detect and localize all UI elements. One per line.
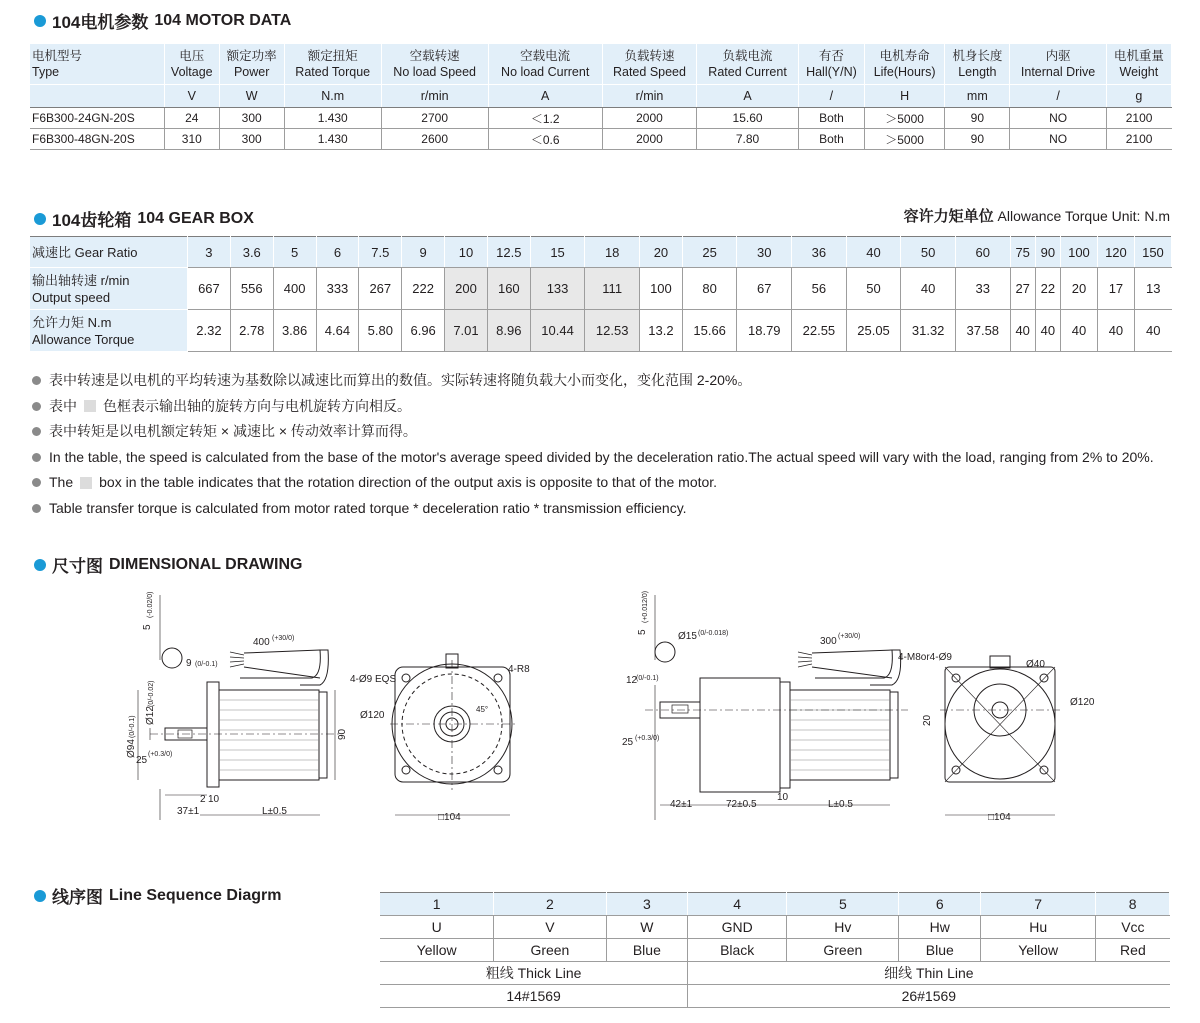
dim-right-25-tol: (+0.3/0) bbox=[635, 735, 660, 742]
table-row bbox=[30, 129, 1172, 150]
output-speed-cell: 80 bbox=[682, 268, 737, 310]
thin-line-spec: 26#1569 bbox=[688, 985, 1170, 1008]
wire-signal-cell: Hw bbox=[899, 916, 981, 939]
header-cn: 电机寿命 bbox=[879, 49, 930, 63]
wire-number-cell: 2 bbox=[494, 893, 606, 916]
motor-header-cell bbox=[602, 44, 697, 85]
dim-left-5: 5 bbox=[142, 624, 153, 630]
motor-cell: 7.80 bbox=[697, 129, 799, 150]
motor-unit-cell: V bbox=[164, 85, 219, 108]
header-en: Rated Speed bbox=[612, 65, 686, 79]
allowance-torque-cell: 3.86 bbox=[273, 310, 316, 352]
gear-ratio-row bbox=[30, 237, 1172, 268]
wire-signal-cell: Hu bbox=[981, 916, 1096, 939]
drawing-section-title: 尺寸图 DIMENSIONAL DRAWING bbox=[34, 552, 302, 577]
wire-signal-cell: GND bbox=[688, 916, 787, 939]
dim-left-90: 90 bbox=[337, 728, 348, 740]
line-section-title: 线序图 Line Sequence Diagrm bbox=[34, 883, 282, 908]
header-cn: 负载电流 bbox=[722, 49, 773, 63]
header-en: Voltage bbox=[170, 65, 213, 79]
motor-cell: 90 bbox=[945, 129, 1010, 150]
dim-left-45: 45° bbox=[476, 705, 489, 714]
output-speed-cell: 111 bbox=[585, 268, 640, 310]
motor-cell: 1.430 bbox=[284, 129, 381, 150]
gear-section-title: 104齿轮箱 104 GEAR BOX bbox=[34, 206, 254, 231]
header-cn: 电机型号 bbox=[32, 49, 83, 63]
motor-cell: ＜1.2 bbox=[488, 108, 602, 129]
wire-signal-cell: W bbox=[606, 916, 688, 939]
allowance-torque-cell: 7.01 bbox=[445, 310, 488, 352]
gear-ratio-cell: 25 bbox=[682, 237, 737, 268]
header-en: Hall(Y/N) bbox=[806, 65, 857, 79]
motor-section-title: 104电机参数 104 MOTOR DATA bbox=[34, 8, 291, 33]
allowance-torque-label: 允许力矩 N.m Allowance Torque bbox=[30, 310, 188, 352]
dim-left-10: 10 bbox=[208, 794, 220, 805]
header-en: Rated Torque bbox=[295, 65, 371, 79]
header-en: Length bbox=[958, 65, 997, 79]
motor-cell: Both bbox=[798, 129, 864, 150]
header-cn: 有否 bbox=[818, 49, 844, 63]
wire-number-cell: 6 bbox=[899, 893, 981, 916]
dim-left-4r8: 4-R8 bbox=[508, 664, 530, 675]
output-speed-cell: 133 bbox=[530, 268, 585, 310]
wire-color-cell: Yellow bbox=[981, 939, 1096, 962]
motor-table-header-row bbox=[30, 44, 1172, 85]
wire-number-cell: 8 bbox=[1096, 893, 1170, 916]
dim-right-phi15: Ø15 bbox=[678, 631, 697, 642]
allowance-torque-cell: 40 bbox=[1097, 310, 1134, 352]
wire-signal-row bbox=[380, 916, 1170, 939]
gear-ratio-cell: 15 bbox=[530, 237, 585, 268]
note-item: 表中 色框表示输出轴的旋转方向与电机旋转方向相反。 bbox=[32, 394, 1154, 420]
dim-right-L: L±0.5 bbox=[828, 799, 853, 810]
wire-signal-cell: Hv bbox=[787, 916, 899, 939]
motor-header-cell bbox=[219, 44, 284, 85]
dim-left-25: 25 bbox=[136, 755, 148, 766]
motor-header-cell bbox=[381, 44, 488, 85]
gear-ratio-cell: 12.5 bbox=[487, 237, 530, 268]
gear-ratio-cell: 9 bbox=[402, 237, 445, 268]
gear-ratio-cell: 3 bbox=[188, 237, 231, 268]
header-cn: 空载电流 bbox=[520, 49, 571, 63]
gear-ratio-cell: 120 bbox=[1097, 237, 1134, 268]
allowance-torque-cell: 6.96 bbox=[402, 310, 445, 352]
wire-number-cell: 5 bbox=[787, 893, 899, 916]
header-en: Rated Current bbox=[708, 65, 787, 79]
output-speed-cell: 160 bbox=[487, 268, 530, 310]
dim-right-42: 42±1 bbox=[670, 799, 693, 810]
gear-ratio-cell: 90 bbox=[1035, 237, 1060, 268]
note-item: 表中转矩是以电机额定转矩 × 减速比 × 传动效率计算而得。 bbox=[32, 419, 1154, 445]
output-speed-cell: 267 bbox=[359, 268, 402, 310]
allowance-torque-cell: 8.96 bbox=[487, 310, 530, 352]
header-en: Power bbox=[233, 65, 270, 79]
allowance-torque-cell: 2.78 bbox=[230, 310, 273, 352]
dim-right-104: □104 bbox=[988, 812, 1011, 823]
wire-number-cell: 7 bbox=[981, 893, 1096, 916]
dim-left-2: 2 bbox=[200, 794, 206, 805]
header-cn: 电机重量 bbox=[1113, 49, 1164, 63]
header-en: No load Speed bbox=[393, 65, 476, 79]
wire-spec-row bbox=[380, 985, 1170, 1008]
output-speed-label: 输出轴转速 r/min Output speed bbox=[30, 268, 188, 310]
motor-unit-cell: r/min bbox=[602, 85, 697, 108]
gear-ratio-cell: 18 bbox=[585, 237, 640, 268]
output-speed-cell: 27 bbox=[1010, 268, 1035, 310]
motor-header-cell bbox=[1106, 44, 1171, 85]
output-speed-cell: 56 bbox=[792, 268, 847, 310]
header-cn: 负载转速 bbox=[624, 49, 675, 63]
header-en: Type bbox=[32, 65, 60, 79]
bullet-icon bbox=[32, 478, 41, 487]
motor-header-cell bbox=[864, 44, 944, 85]
gear-ratio-cell: 6 bbox=[316, 237, 359, 268]
wire-number-cell: 4 bbox=[688, 893, 787, 916]
dim-left-phi94: Ø94 bbox=[126, 739, 137, 758]
motor-header-cell bbox=[30, 44, 164, 85]
dim-right-phi40: Ø40 bbox=[1026, 659, 1045, 670]
thick-line-label: 粗线 Thick Line bbox=[380, 962, 688, 985]
gear-ratio-cell: 36 bbox=[792, 237, 847, 268]
output-speed-cell: 556 bbox=[230, 268, 273, 310]
wire-signal-cell: Vcc bbox=[1096, 916, 1170, 939]
allowance-torque-cell: 12.53 bbox=[585, 310, 640, 352]
header-cn: 额定功率 bbox=[226, 49, 277, 63]
allowance-torque-cell: 4.64 bbox=[316, 310, 359, 352]
header-cn: 电压 bbox=[179, 49, 205, 63]
dim-right-25: 25 bbox=[622, 737, 634, 748]
allowance-torque-cell: 10.44 bbox=[530, 310, 585, 352]
gear-ratio-cell: 30 bbox=[737, 237, 792, 268]
motor-unit-cell: / bbox=[1010, 85, 1106, 108]
allowance-torque-cell: 25.05 bbox=[846, 310, 901, 352]
output-speed-cell: 50 bbox=[846, 268, 901, 310]
notes-list bbox=[32, 368, 1154, 521]
dim-right-12-tol: (0/-0.1) bbox=[636, 675, 659, 682]
motor-header-cell bbox=[945, 44, 1010, 85]
dim-left-25-tol: (+0.3/0) bbox=[148, 751, 173, 758]
gear-ratio-cell: 20 bbox=[640, 237, 683, 268]
gray-box-icon bbox=[84, 400, 96, 412]
motor-header-cell bbox=[284, 44, 381, 85]
wire-signal-cell: V bbox=[494, 916, 606, 939]
dim-left-4phi9: 4-Ø9 EQS bbox=[350, 674, 397, 685]
output-speed-cell: 17 bbox=[1097, 268, 1134, 310]
motor-cell: NO bbox=[1010, 129, 1106, 150]
header-en: Internal Drive bbox=[1020, 65, 1096, 79]
allowance-torque-cell: 5.80 bbox=[359, 310, 402, 352]
header-cn: 空载转速 bbox=[409, 49, 460, 63]
dim-left-L: L±0.5 bbox=[262, 806, 287, 817]
motor-unit-cell: H bbox=[864, 85, 944, 108]
note-item: In the table, the speed is calculated from the base of the motor's average speed divided by the deceleration ratio.The actual speed will vary with the load, ranging from 2% to 20%. bbox=[32, 445, 1154, 471]
bullet-icon bbox=[32, 427, 41, 436]
motor-cell: 2700 bbox=[381, 108, 488, 129]
dim-left-phi120: Ø120 bbox=[360, 710, 385, 721]
output-speed-cell: 22 bbox=[1035, 268, 1060, 310]
motor-unit-cell: g bbox=[1106, 85, 1171, 108]
gear-ratio-cell: 3.6 bbox=[230, 237, 273, 268]
gear-ratio-cell: 10 bbox=[445, 237, 488, 268]
gear-ratio-cell: 75 bbox=[1010, 237, 1035, 268]
wire-number-cell: 1 bbox=[380, 893, 494, 916]
table-row bbox=[30, 108, 1172, 129]
motor-cell: ＞5000 bbox=[864, 129, 944, 150]
header-en: Life(Hours) bbox=[873, 65, 936, 79]
dimensional-drawing bbox=[0, 590, 1200, 840]
motor-unit-cell: A bbox=[488, 85, 602, 108]
wire-number-cell: 3 bbox=[606, 893, 688, 916]
wire-signal-cell: U bbox=[380, 916, 494, 939]
motor-header-cell bbox=[798, 44, 864, 85]
dim-left-400-tol: (+30/0) bbox=[272, 635, 295, 642]
dim-left-9: 9 bbox=[186, 658, 192, 669]
motor-cell: F6B300-24GN-20S bbox=[30, 108, 164, 129]
motor-cell: 2000 bbox=[602, 129, 697, 150]
header-en: Weight bbox=[1119, 65, 1159, 79]
motor-unit-cell: N.m bbox=[284, 85, 381, 108]
dim-right-10: 10 bbox=[777, 792, 789, 803]
dim-right-5-tol: (+0.012/0) bbox=[642, 590, 649, 623]
dim-left-phi12-tol: (0/-0.02) bbox=[148, 680, 155, 707]
motor-unit-cell: / bbox=[798, 85, 864, 108]
motor-cell: 300 bbox=[219, 129, 284, 150]
gear-ratio-cell: 40 bbox=[846, 237, 901, 268]
motor-cell: 310 bbox=[164, 129, 219, 150]
gear-ratio-cell: 5 bbox=[273, 237, 316, 268]
wire-color-cell: Yellow bbox=[380, 939, 494, 962]
gear-box-table bbox=[30, 236, 1172, 352]
output-speed-cell: 40 bbox=[901, 268, 956, 310]
thick-line-spec: 14#1569 bbox=[380, 985, 688, 1008]
allowance-torque-cell: 40 bbox=[1060, 310, 1097, 352]
dim-right-phi120: Ø120 bbox=[1070, 697, 1095, 708]
right-gearmotor-front-view bbox=[940, 656, 1060, 815]
bullet-dot-icon bbox=[34, 890, 46, 902]
output-speed-cell: 222 bbox=[402, 268, 445, 310]
note-item: 表中转速是以电机的平均转速为基数除以减速比而算出的数值。实际转速将随负载大小而变化，变化范围 2-20%。 bbox=[32, 368, 1154, 394]
dim-left-400: 400 bbox=[253, 637, 270, 648]
allowance-torque-cell: 22.55 bbox=[792, 310, 847, 352]
allowance-torque-cell: 18.79 bbox=[737, 310, 792, 352]
bullet-dot-icon bbox=[34, 15, 46, 27]
output-speed-cell: 33 bbox=[955, 268, 1010, 310]
dim-right-12: 12 bbox=[626, 675, 638, 686]
note-item: The box in the table indicates that the rotation direction of the output axis is opposite to that of the motor. bbox=[32, 470, 1154, 496]
motor-cell: 1.430 bbox=[284, 108, 381, 129]
dim-right-5: 5 bbox=[637, 629, 648, 635]
bullet-icon bbox=[32, 376, 41, 385]
allowance-torque-cell: 13.2 bbox=[640, 310, 683, 352]
output-speed-cell: 13 bbox=[1134, 268, 1171, 310]
bullet-dot-icon bbox=[34, 559, 46, 571]
dim-left-5-tol: (-0.02/0) bbox=[147, 591, 154, 618]
dim-left-phi94-tol: (0/-0.1) bbox=[129, 715, 136, 738]
allowance-torque-cell: 40 bbox=[1035, 310, 1060, 352]
motor-unit-cell: W bbox=[219, 85, 284, 108]
bullet-icon bbox=[32, 402, 41, 411]
output-speed-cell: 200 bbox=[445, 268, 488, 310]
motor-cell: ＞5000 bbox=[864, 108, 944, 129]
gear-ratio-cell: 7.5 bbox=[359, 237, 402, 268]
gray-box-icon bbox=[80, 477, 92, 489]
allowance-torque-cell: 40 bbox=[1010, 310, 1035, 352]
motor-cell: 2000 bbox=[602, 108, 697, 129]
output-speed-cell: 333 bbox=[316, 268, 359, 310]
motor-header-cell bbox=[697, 44, 799, 85]
dim-right-300: 300 bbox=[820, 636, 837, 647]
dim-right-300-tol: (+30/0) bbox=[838, 633, 861, 640]
allowance-torque-cell: 37.58 bbox=[955, 310, 1010, 352]
bullet-icon bbox=[32, 504, 41, 513]
note-item: Table transfer torque is calculated from motor rated torque * deceleration ratio * transmission efficiency. bbox=[32, 496, 1154, 522]
motor-table-unit-row bbox=[30, 85, 1172, 108]
motor-cell: 2100 bbox=[1106, 129, 1171, 150]
motor-cell: Both bbox=[798, 108, 864, 129]
dim-left-phi12: Ø12 bbox=[145, 706, 156, 725]
wire-color-cell: Blue bbox=[606, 939, 688, 962]
left-motor-front-view bbox=[390, 654, 515, 815]
header-cn: 内驱 bbox=[1045, 49, 1071, 63]
motor-unit-cell: A bbox=[697, 85, 799, 108]
dim-right-20: 20 bbox=[922, 714, 933, 726]
motor-cell: NO bbox=[1010, 108, 1106, 129]
gear-ratio-cell: 60 bbox=[955, 237, 1010, 268]
motor-header-cell bbox=[488, 44, 602, 85]
allowance-torque-cell: 2.32 bbox=[188, 310, 231, 352]
output-speed-cell: 67 bbox=[737, 268, 792, 310]
wire-number-row bbox=[380, 893, 1170, 916]
torque-unit-label: 容许力矩单位 Allowance Torque Unit: N.m bbox=[903, 208, 1170, 225]
wire-group-row bbox=[380, 962, 1170, 985]
gear-ratio-cell: 100 bbox=[1060, 237, 1097, 268]
thin-line-label: 细线 Thin Line bbox=[688, 962, 1170, 985]
allowance-torque-row bbox=[30, 310, 1172, 352]
wire-color-cell: Red bbox=[1096, 939, 1170, 962]
motor-cell: 90 bbox=[945, 108, 1010, 129]
output-speed-cell: 20 bbox=[1060, 268, 1097, 310]
wire-color-cell: Green bbox=[494, 939, 606, 962]
motor-unit-cell bbox=[30, 85, 164, 108]
wire-color-cell: Green bbox=[787, 939, 899, 962]
wire-color-cell: Black bbox=[688, 939, 787, 962]
dim-left-104: □104 bbox=[438, 812, 461, 823]
wire-color-cell: Blue bbox=[899, 939, 981, 962]
header-cn: 额定扭矩 bbox=[307, 49, 358, 63]
motor-cell: 2100 bbox=[1106, 108, 1171, 129]
motor-cell: 300 bbox=[219, 108, 284, 129]
header-en: No load Current bbox=[501, 65, 590, 79]
output-speed-row bbox=[30, 268, 1172, 310]
header-cn: 机身长度 bbox=[952, 49, 1003, 63]
dim-right-4m8: 4-M8or4-Ø9 bbox=[898, 652, 952, 663]
motor-header-cell bbox=[164, 44, 219, 85]
motor-cell: F6B300-48GN-20S bbox=[30, 129, 164, 150]
left-motor-side-view bbox=[138, 595, 340, 820]
allowance-torque-cell: 31.32 bbox=[901, 310, 956, 352]
output-speed-cell: 667 bbox=[188, 268, 231, 310]
motor-cell: 2600 bbox=[381, 129, 488, 150]
right-gearmotor-side-view bbox=[645, 595, 908, 820]
motor-data-table bbox=[30, 44, 1172, 150]
motor-unit-cell: mm bbox=[945, 85, 1010, 108]
bullet-icon bbox=[32, 453, 41, 462]
output-speed-cell: 400 bbox=[273, 268, 316, 310]
motor-cell: 24 bbox=[164, 108, 219, 129]
motor-cell: 15.60 bbox=[697, 108, 799, 129]
motor-cell: ＜0.6 bbox=[488, 129, 602, 150]
motor-unit-cell: r/min bbox=[381, 85, 488, 108]
gear-ratio-cell: 50 bbox=[901, 237, 956, 268]
dim-right-72: 72±0.5 bbox=[726, 799, 757, 810]
motor-header-cell bbox=[1010, 44, 1106, 85]
bullet-dot-icon bbox=[34, 213, 46, 225]
wire-color-row bbox=[380, 939, 1170, 962]
dim-left-9-tol: (0/-0.1) bbox=[195, 661, 218, 668]
dim-right-phi15-tol: (0/-0.018) bbox=[698, 630, 729, 637]
allowance-torque-cell: 15.66 bbox=[682, 310, 737, 352]
output-speed-cell: 100 bbox=[640, 268, 683, 310]
dim-left-37: 37±1 bbox=[177, 806, 200, 817]
gear-ratio-cell: 150 bbox=[1134, 237, 1171, 268]
gear-ratio-label: 减速比 Gear Ratio bbox=[30, 237, 188, 268]
allowance-torque-cell: 40 bbox=[1134, 310, 1171, 352]
line-sequence-table bbox=[380, 892, 1170, 1008]
